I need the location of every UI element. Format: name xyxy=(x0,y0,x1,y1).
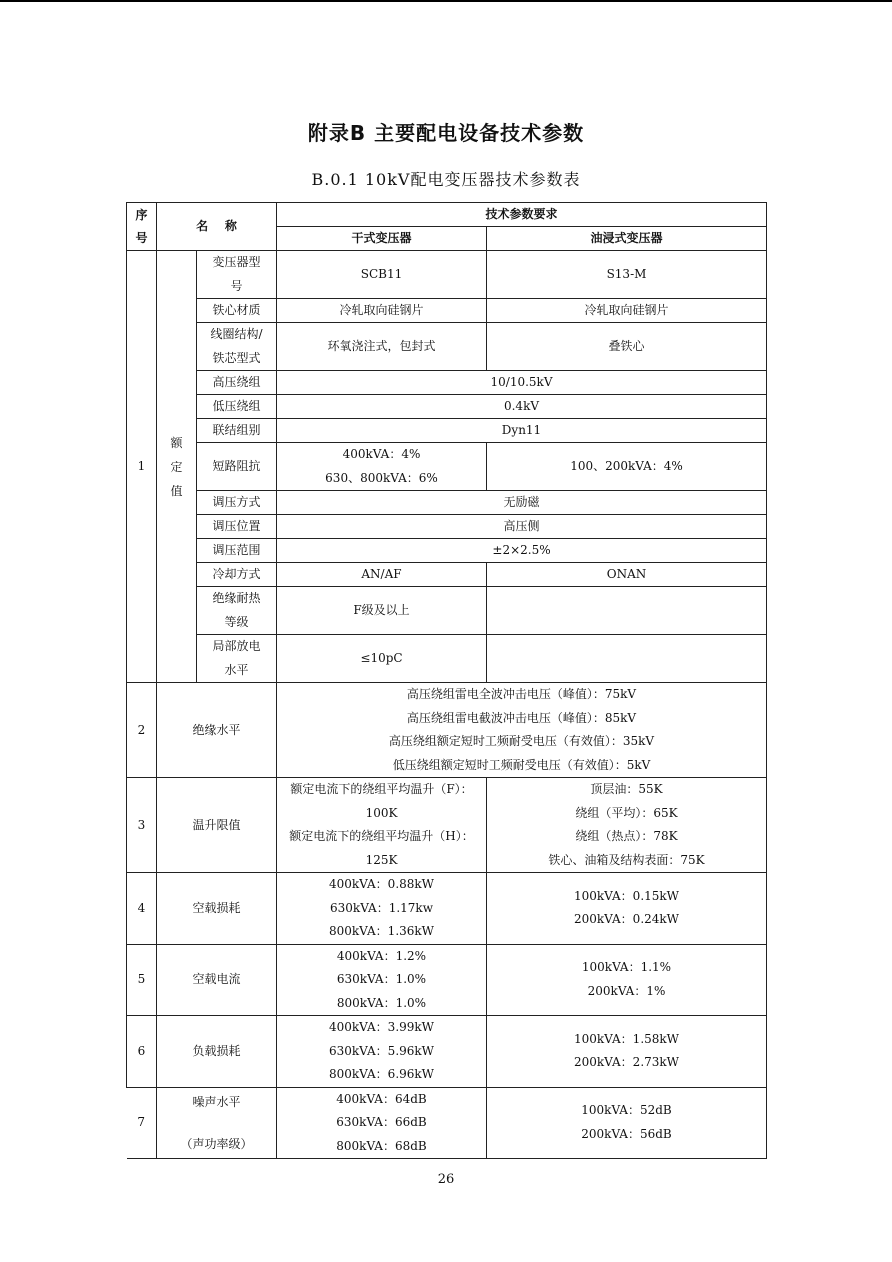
dry-value: F级及以上 xyxy=(277,587,487,635)
dry-value: SCB11 xyxy=(277,251,487,299)
table-row xyxy=(127,1087,767,1159)
dry-value: 环氧浇注式，包封式 xyxy=(277,323,487,371)
value-line: 高压绕组雷电截波冲击电压（峰值）：85kV xyxy=(406,710,637,725)
shared-value: 高压侧 xyxy=(277,515,767,539)
oil-value: S13-M xyxy=(487,251,767,299)
param-name: 调压方式 xyxy=(197,491,277,515)
oil-value xyxy=(487,778,767,873)
param-name: 高压绕组 xyxy=(197,371,277,395)
row-number: 4 xyxy=(127,873,157,945)
table-row xyxy=(127,778,767,873)
oil-value xyxy=(487,944,767,1016)
dry-value-line: 100K xyxy=(365,805,398,820)
param-name-line: 变压器型 xyxy=(212,255,261,269)
oil-value-line: 顶层油：55K xyxy=(590,782,663,796)
param-name: 空载损耗 xyxy=(157,873,277,945)
dry-value-line: 630kVA：1.17kw xyxy=(330,900,433,915)
value-line: 高压绕组额定短时工频耐受电压（有效值）：35kV xyxy=(388,734,655,748)
table-row xyxy=(127,251,767,299)
header-dry: 干式变压器 xyxy=(277,227,487,251)
shared-value: 10/10.5kV xyxy=(277,371,767,395)
dry-value-line: 800kVA：1.0% xyxy=(336,995,427,1010)
dry-value-line: 400kVA：64dB xyxy=(336,1091,427,1106)
oil-value-line: 100kVA：1.58kW xyxy=(573,1031,680,1046)
param-name: 调压位置 xyxy=(197,515,277,539)
oil-value: 100、200kVA：4% xyxy=(487,443,767,491)
page-number: 26 xyxy=(437,1172,455,1187)
oil-value xyxy=(487,587,767,635)
dry-value xyxy=(277,778,487,873)
table-row xyxy=(127,299,767,323)
dry-value-line: 800kVA：1.36kW xyxy=(328,924,435,938)
table-caption: B.0.1 10kV配电变压器技术参数表 xyxy=(311,170,581,189)
table-row xyxy=(127,944,767,1016)
header-seq-bottom: 号 xyxy=(135,230,148,245)
shared-value: Dyn11 xyxy=(277,419,767,443)
table-row xyxy=(127,323,767,371)
oil-value-line: 200kVA：1% xyxy=(587,983,666,998)
param-name: 调压范围 xyxy=(197,539,277,563)
oil-value-line: 100kVA：1.1% xyxy=(581,960,672,975)
dry-value: ≤10pC xyxy=(277,635,487,683)
row-number: 2 xyxy=(127,683,157,778)
param-name: 短路阻抗 xyxy=(197,443,277,491)
table-row xyxy=(127,539,767,563)
dry-value xyxy=(277,1087,487,1159)
header-row xyxy=(127,203,767,227)
dry-value-line: 400kVA：1.2% xyxy=(336,948,427,963)
oil-value: 冷轧取向硅钢片 xyxy=(487,299,767,323)
oil-value-line: 200kVA：56dB xyxy=(581,1126,672,1141)
header-name: 名 称 xyxy=(157,203,277,251)
param-name: 铁心材质 xyxy=(197,299,277,323)
dry-value-line: 400kVA：3.99kW xyxy=(328,1020,435,1034)
param-name: 联结组别 xyxy=(197,419,277,443)
dry-value xyxy=(277,873,487,945)
oil-value-line: 100kVA：52dB xyxy=(581,1103,672,1118)
param-name: 低压绕组 xyxy=(197,395,277,419)
oil-value-line: 100kVA：0.15kW xyxy=(573,888,680,903)
oil-value xyxy=(487,1087,767,1159)
dry-value-line: 800kVA：6.96kW xyxy=(328,1067,435,1081)
param-name-line: 噪声水平 xyxy=(192,1094,241,1109)
dry-value-line: 800kVA：68dB xyxy=(336,1138,427,1153)
oil-value: ONAN xyxy=(487,563,767,587)
dry-value-line: 630kVA：5.96kW xyxy=(328,1043,435,1058)
table-row xyxy=(127,1016,767,1088)
oil-value-line: 绕组（平均）：65K xyxy=(575,805,678,820)
oil-value xyxy=(487,635,767,683)
param-name-line: 铁芯型式 xyxy=(212,350,261,365)
param-name: 绝缘水平 xyxy=(157,683,277,778)
oil-value-line: 200kVA：0.24kW xyxy=(573,912,680,927)
param-name xyxy=(197,587,277,635)
table-row xyxy=(127,635,767,683)
param-name-line: 号 xyxy=(230,278,243,293)
param-name xyxy=(197,323,277,371)
param-name: 空载电流 xyxy=(157,944,277,1016)
param-name: 负载损耗 xyxy=(157,1016,277,1088)
param-name-line: 水平 xyxy=(224,662,249,677)
param-name: 冷却方式 xyxy=(197,563,277,587)
table-row xyxy=(127,491,767,515)
dry-value xyxy=(277,944,487,1016)
dry-value-line: 630、800kVA：6% xyxy=(325,470,438,485)
spacer xyxy=(157,1112,276,1134)
param-name xyxy=(157,1087,277,1159)
oil-value-line: 200kVA：2.73kW xyxy=(573,1055,680,1070)
row-number: 5 xyxy=(127,944,157,1016)
param-name-line: 等级 xyxy=(224,614,249,629)
dry-value-line: 额定电流下的绕组平均温升（F）： xyxy=(290,782,473,796)
group-label-line: 值 xyxy=(170,483,183,498)
oil-value-line: 铁心、油箱及结构表面：75K xyxy=(548,852,705,867)
value-line: 低压绕组额定短时工频耐受电压（有效值）：5kV xyxy=(392,757,651,772)
table-row xyxy=(127,419,767,443)
group-label-line: 额 xyxy=(170,435,183,450)
header-seq-top: 序 xyxy=(135,207,148,222)
row-number: 3 xyxy=(127,778,157,873)
dry-value: AN/AF xyxy=(277,563,487,587)
param-name: 温升限值 xyxy=(157,778,277,873)
table-row xyxy=(127,683,767,778)
param-name xyxy=(197,251,277,299)
top-border-line xyxy=(0,0,892,2)
row-number: 6 xyxy=(127,1016,157,1088)
oil-value: 叠铁心 xyxy=(487,323,767,371)
param-name-line: （声功率级） xyxy=(180,1136,253,1151)
table-row xyxy=(127,395,767,419)
table-row xyxy=(127,563,767,587)
shared-value: ±2×2.5% xyxy=(277,539,767,563)
oil-value xyxy=(487,873,767,945)
dry-value-line: 630kVA：1.0% xyxy=(336,972,427,986)
param-name-line: 绝缘耐热 xyxy=(212,591,261,605)
table-row xyxy=(127,587,767,635)
table-row xyxy=(127,371,767,395)
value-line: 高压绕组雷电全波冲击电压（峰值）：75kV xyxy=(406,687,637,701)
header-seq xyxy=(127,203,157,251)
dry-value: 冷轧取向硅钢片 xyxy=(277,299,487,323)
dry-value-line: 400kVA：4% xyxy=(342,447,421,461)
shared-value: 0.4kV xyxy=(277,395,767,419)
row-number: 1 xyxy=(127,251,157,683)
dry-value xyxy=(277,1016,487,1088)
group-label-line: 定 xyxy=(170,459,183,474)
dry-value-line: 125K xyxy=(365,852,398,867)
table-row xyxy=(127,873,767,945)
param-name-line: 局部放电 xyxy=(212,639,261,653)
dry-value xyxy=(277,443,487,491)
appendix-title: 附录B 主要配电设备技术参数 xyxy=(307,121,585,145)
table-row xyxy=(127,515,767,539)
oil-value xyxy=(487,1016,767,1088)
shared-value: 无励磁 xyxy=(277,491,767,515)
row-number: 7 xyxy=(127,1087,157,1159)
param-name xyxy=(197,635,277,683)
dry-value-line: 400kVA：0.88kW xyxy=(328,877,435,891)
header-tech-req: 技术参数要求 xyxy=(277,203,767,227)
dry-value-line: 额定电流下的绕组平均温升（H）： xyxy=(289,829,474,843)
header-oil: 油浸式变压器 xyxy=(487,227,767,251)
transformer-parameter-table xyxy=(126,202,767,1159)
param-name-line: 线圈结构/ xyxy=(210,327,263,341)
group-label-rated xyxy=(157,251,197,683)
shared-value xyxy=(277,683,767,778)
table-row xyxy=(127,443,767,491)
dry-value-line: 630kVA：66dB xyxy=(336,1115,427,1129)
oil-value-line: 绕组（热点）：78K xyxy=(575,829,678,843)
